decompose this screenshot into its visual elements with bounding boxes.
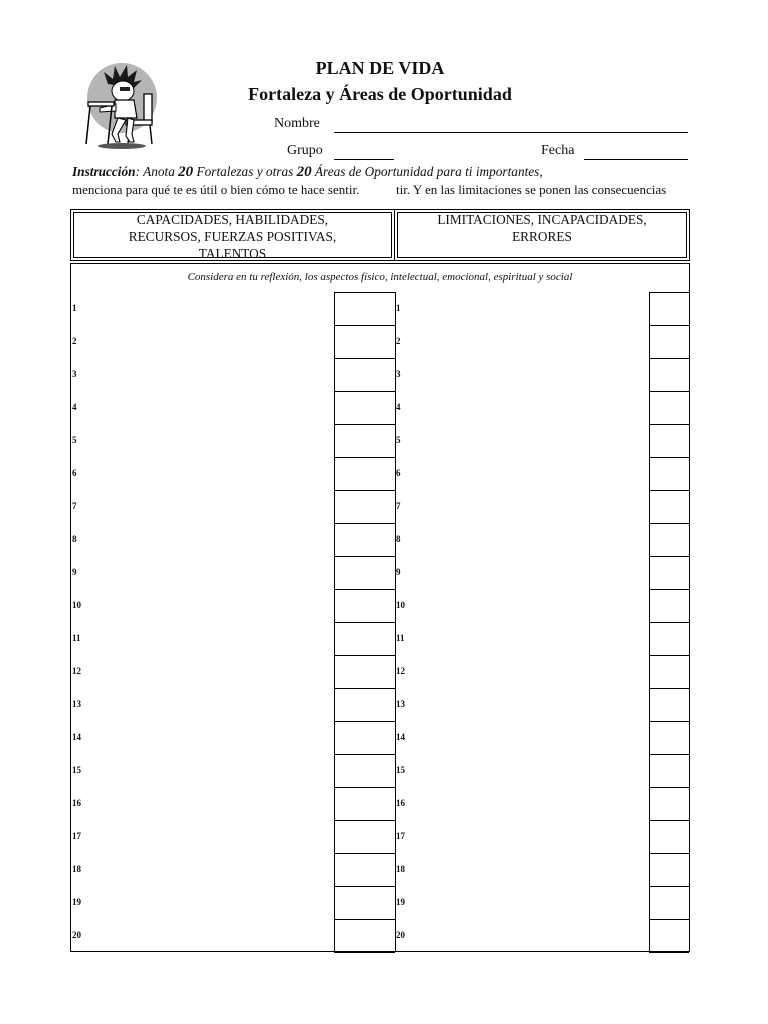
right-row-number: 5: [396, 435, 401, 445]
right-value-box[interactable]: [650, 458, 688, 489]
center-divider: [395, 292, 396, 951]
left-row-number: 3: [72, 369, 77, 379]
right-value-box[interactable]: [650, 854, 688, 885]
right-value-box[interactable]: [650, 689, 688, 720]
left-value-box[interactable]: [335, 689, 394, 720]
right-row-number: 15: [396, 765, 405, 775]
left-value-box[interactable]: [335, 524, 394, 555]
right-value-box[interactable]: [650, 887, 688, 918]
left-value-box[interactable]: [335, 755, 394, 786]
right-entry-field[interactable]: [410, 822, 646, 851]
right-entry-field[interactable]: [410, 525, 646, 554]
left-entry-field[interactable]: [86, 492, 330, 521]
left-row-number: 5: [72, 435, 77, 445]
right-row-number: 16: [396, 798, 405, 808]
right-row-number: 13: [396, 699, 405, 709]
right-value-box[interactable]: [650, 425, 688, 456]
instruction-text-1: Anota: [143, 164, 179, 179]
right-row-number: 14: [396, 732, 405, 742]
left-value-box[interactable]: [335, 854, 394, 885]
left-row-number: 18: [72, 864, 81, 874]
left-row-number: 2: [72, 336, 77, 346]
left-value-box[interactable]: [335, 722, 394, 753]
right-value-box[interactable]: [650, 293, 688, 324]
left-value-box[interactable]: [335, 392, 394, 423]
left-entry-field[interactable]: [86, 360, 330, 389]
left-entry-field[interactable]: [86, 921, 330, 950]
left-entry-field[interactable]: [86, 690, 330, 719]
instruction-line-2-left: menciona para qué te es útil o bien cómo te hace sentir.: [72, 182, 360, 197]
right-entry-field[interactable]: [410, 624, 646, 653]
instruction-text-2: Fortalezas y otras: [193, 164, 297, 179]
left-row-number: 17: [72, 831, 81, 841]
right-entry-field[interactable]: [410, 426, 646, 455]
fecha-field[interactable]: [584, 159, 688, 160]
left-value-box[interactable]: [335, 623, 394, 654]
grupo-label: Grupo: [287, 143, 323, 158]
right-column-header: [394, 209, 690, 261]
right-entry-field[interactable]: [410, 756, 646, 785]
instruction-line-2-right: tir. Y en las limitaciones se ponen las consecuencias: [396, 182, 667, 197]
right-entry-field[interactable]: [410, 657, 646, 686]
right-value-box[interactable]: [650, 656, 688, 687]
left-entry-field[interactable]: [86, 525, 330, 554]
instruction-line-1: [72, 164, 543, 181]
right-entry-field[interactable]: [410, 492, 646, 521]
left-entry-field[interactable]: [86, 624, 330, 653]
right-row-number: 6: [396, 468, 401, 478]
left-row-number: 13: [72, 699, 81, 709]
left-column-header-text: CAPACIDADES, HABILIDADES, RECURSOS, FUERZAS POSITIVAS, TALENTOS: [128, 212, 337, 261]
right-value-box[interactable]: [650, 524, 688, 555]
left-row-number: 6: [72, 468, 77, 478]
instruction-label: Instrucción: [72, 164, 136, 179]
right-entry-field[interactable]: [410, 591, 646, 620]
left-row-number: 15: [72, 765, 81, 775]
left-value-box[interactable]: [335, 326, 394, 357]
right-entry-field[interactable]: [410, 327, 646, 356]
right-value-box[interactable]: [650, 326, 688, 357]
right-entry-field[interactable]: [410, 921, 646, 950]
right-entry-field[interactable]: [410, 294, 646, 323]
left-row-number: 7: [72, 501, 77, 511]
left-row-number: 1: [72, 303, 77, 313]
right-value-box[interactable]: [650, 722, 688, 753]
left-entry-field[interactable]: [86, 294, 330, 323]
right-row-number: 1: [396, 303, 401, 313]
right-row-number: 12: [396, 666, 405, 676]
right-entry-field[interactable]: [410, 723, 646, 752]
right-row-number: 17: [396, 831, 405, 841]
right-row-number: 18: [396, 864, 405, 874]
right-entry-field[interactable]: [410, 690, 646, 719]
left-row-number: 20: [72, 930, 81, 940]
grupo-field[interactable]: [334, 159, 394, 160]
right-entry-field[interactable]: [410, 789, 646, 818]
right-column-header-text: LIMITACIONES, INCAPACIDADES, ERRORES: [437, 212, 647, 244]
left-row-number: 14: [72, 732, 81, 742]
left-value-box[interactable]: [335, 359, 394, 390]
left-value-box[interactable]: [335, 458, 394, 489]
left-value-box[interactable]: [335, 425, 394, 456]
right-entry-field[interactable]: [410, 558, 646, 587]
page-subtitle: Fortaleza y Áreas de Oportunidad: [248, 84, 512, 104]
left-value-box[interactable]: [335, 656, 394, 687]
right-value-box[interactable]: [650, 788, 688, 819]
right-row-number: 3: [396, 369, 401, 379]
instruction-count-1: 20: [178, 164, 194, 180]
left-row-number: 16: [72, 798, 81, 808]
left-column-header: [70, 209, 395, 261]
left-box-row-line: [334, 952, 395, 953]
left-entry-field[interactable]: [86, 888, 330, 917]
instruction-colon: :: [135, 164, 144, 179]
right-box-row-line: [649, 952, 689, 953]
right-row-number: 2: [396, 336, 401, 346]
left-value-box[interactable]: [335, 788, 394, 819]
right-value-box[interactable]: [650, 491, 688, 522]
right-entry-field[interactable]: [410, 360, 646, 389]
right-row-number: 10: [396, 600, 405, 610]
left-row-number: 8: [72, 534, 77, 544]
left-entry-field[interactable]: [86, 657, 330, 686]
left-row-number: 10: [72, 600, 81, 610]
nombre-label: Nombre: [274, 116, 320, 131]
right-value-box[interactable]: [650, 590, 688, 621]
right-row-number: 7: [396, 501, 401, 511]
left-row-number: 4: [72, 402, 77, 412]
right-row-number: 20: [396, 930, 405, 940]
right-value-box[interactable]: [650, 920, 688, 951]
instruction-text-3: Áreas de Oportunidad para ti importantes,: [311, 164, 543, 179]
fecha-label: Fecha: [541, 143, 575, 158]
nombre-field[interactable]: [334, 132, 688, 133]
right-value-box[interactable]: [650, 392, 688, 423]
left-row-number: 12: [72, 666, 81, 676]
instruction-count-2: 20: [296, 164, 312, 180]
right-value-box[interactable]: [650, 623, 688, 654]
left-value-box[interactable]: [335, 887, 394, 918]
right-entry-field[interactable]: [410, 855, 646, 884]
reflection-note: Considera en tu reflexión, los aspectos físico, intelectual, emocional, espiritual y social: [187, 271, 573, 283]
left-entry-field[interactable]: [86, 393, 330, 422]
left-entry-field[interactable]: [86, 723, 330, 752]
right-entry-field[interactable]: [410, 888, 646, 917]
right-row-number: 11: [396, 633, 405, 643]
left-row-number: 11: [72, 633, 81, 643]
left-entry-field[interactable]: [86, 756, 330, 785]
left-row-number: 9: [72, 567, 77, 577]
left-entry-field[interactable]: [86, 327, 330, 356]
right-value-box[interactable]: [650, 755, 688, 786]
left-value-box[interactable]: [335, 920, 394, 951]
left-value-box[interactable]: [335, 293, 394, 324]
right-value-box[interactable]: [650, 359, 688, 390]
right-row-number: 8: [396, 534, 401, 544]
right-value-box[interactable]: [650, 821, 688, 852]
left-entry-field[interactable]: [86, 591, 330, 620]
left-entry-field[interactable]: [86, 459, 330, 488]
left-entry-field[interactable]: [86, 822, 330, 851]
left-entry-field[interactable]: [86, 789, 330, 818]
left-value-box[interactable]: [335, 590, 394, 621]
right-entry-field[interactable]: [410, 393, 646, 422]
left-value-box[interactable]: [335, 491, 394, 522]
right-row-number: 19: [396, 897, 405, 907]
left-row-number: 19: [72, 897, 81, 907]
left-value-box[interactable]: [335, 821, 394, 852]
left-value-box[interactable]: [335, 557, 394, 588]
left-entry-field[interactable]: [86, 558, 330, 587]
right-entry-field[interactable]: [410, 459, 646, 488]
left-entry-field[interactable]: [86, 855, 330, 884]
right-row-number: 9: [396, 567, 401, 577]
right-row-number: 4: [396, 402, 401, 412]
page-title: PLAN DE VIDA: [315, 58, 445, 78]
right-value-box[interactable]: [650, 557, 688, 588]
left-entry-field[interactable]: [86, 426, 330, 455]
